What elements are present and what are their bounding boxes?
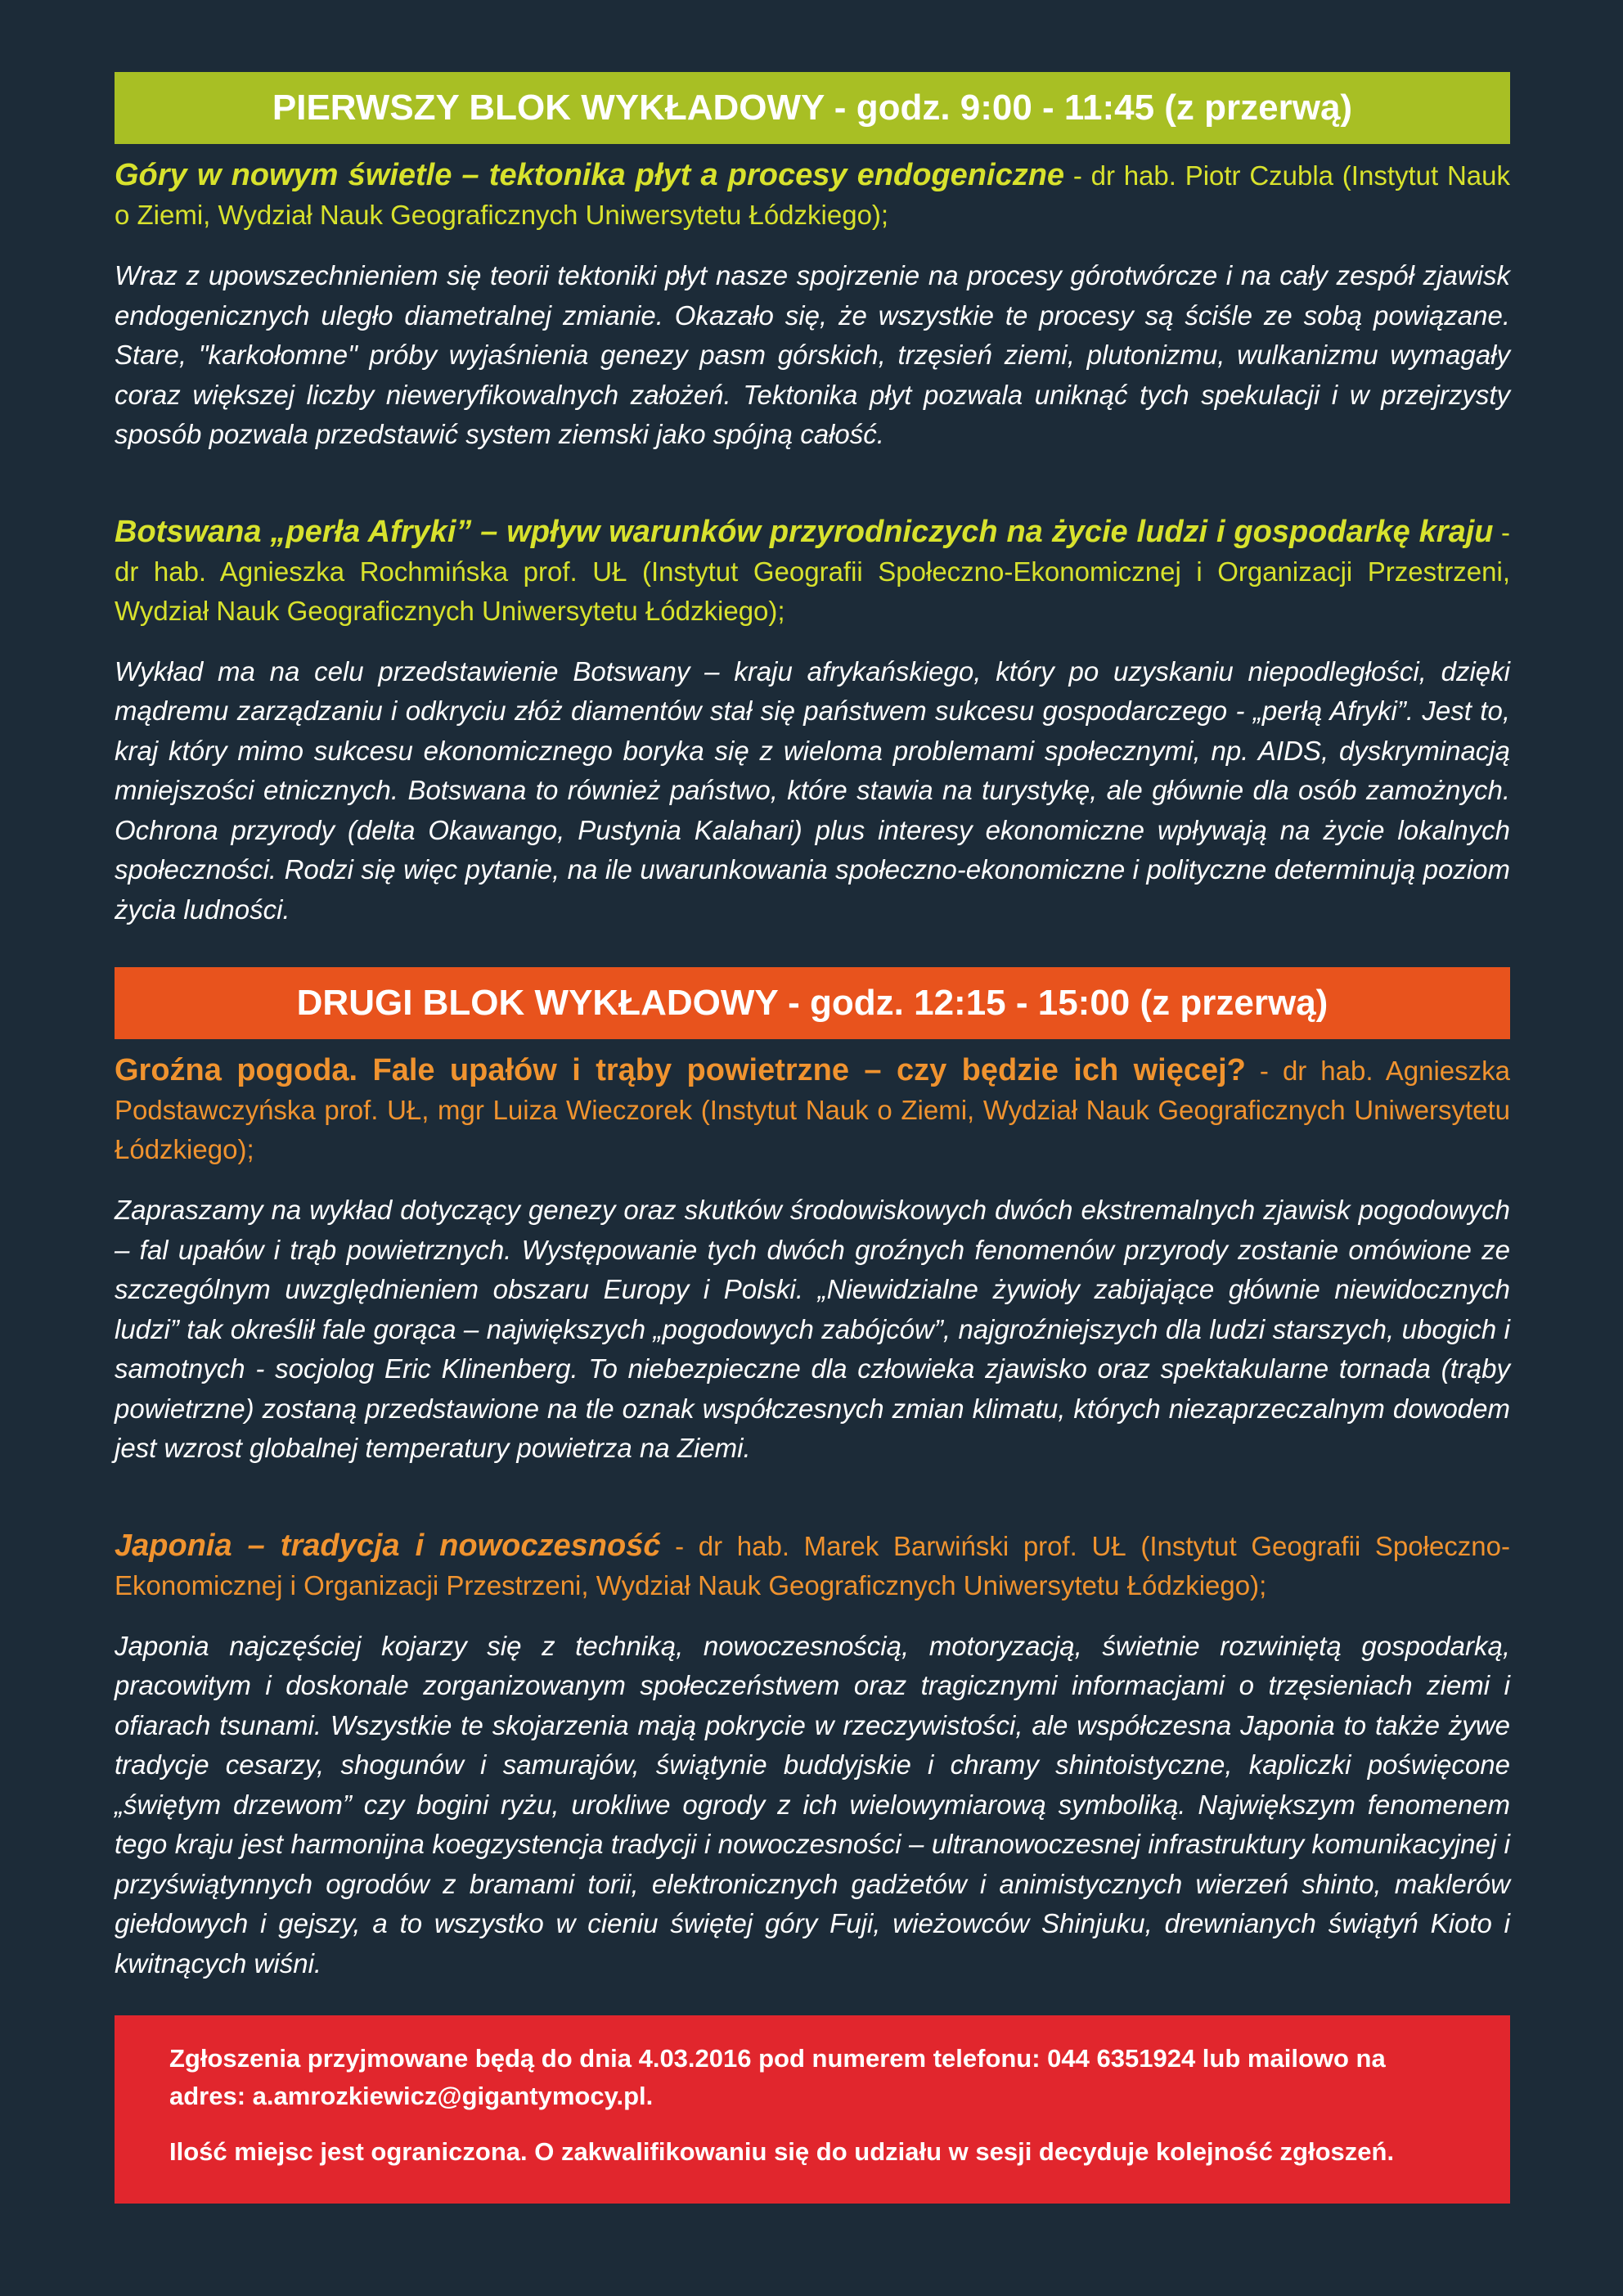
lecture-2-speaker: - dr hab. Agnieszka Rochmińska prof. UŁ (Instytut Geografii Społeczno-Ekonomicznej i Organizacji Przestrzeni, Wydział Nauk Geograficznych Uniwersytetu Łódzkiego); — [115, 516, 1510, 626]
lecture-3-heading — [115, 1051, 1510, 1169]
lecture-2-heading — [115, 512, 1510, 631]
limited-seats-info: Ilość miejsc jest ograniczona. O zakwalifikowaniu się do udziału w sesji decyduje kolejność zgłoszeń. — [169, 2137, 1395, 2166]
lecture-4-description: Japonia najczęściej kojarzy się z techniką, nowoczesnością, motoryzacją, świetnie rozwiniętą gospodarką, pracowitym i doskonale zorganizowanym społeczeństwem oraz tragicznymi informacjami o trzęsieniach ziemi i ofiarach tsunami. Wszystkie te skojarzenia mają pokrycie w rzeczywistości, ale współczesna Japonia to także żywe tradycje cesarzy, shogunów i samurajów, świątynie buddyjskie i chramy shintoistyczne, kapliczki poświęcone „świętym drzewom” czy bogini ryżu, urokliwe ogrody z ich wielowymiarową symboliką. Największym fenomenem tego kraju jest harmonijna koegzystencja tradycji i nowoczesności – ultranowoczesnej infrastruktury komunikacyjnej i przyświątynnych ogrodów z bramami torii, elektronicznych gadżetów i animistycznych wierzeń shinto, maklerów giełdowych i gejszy, a to wszystko w cieniu świętej góry Fuji, wieżowców Shinjuku, drewnianych świątyń Kioto i kwitnących wiśni. — [115, 1630, 1510, 1979]
lecture-4-heading — [115, 1526, 1510, 1605]
block2-header: DRUGI BLOK WYKŁADOWY - godz. 12:15 - 15:00 (z przerwą) — [115, 967, 1510, 1039]
lecture-1-heading — [115, 155, 1510, 235]
lecture-1-description: Wraz z upowszechnieniem się teorii tektoniki płyt nasze spojrzenie na procesy górotwórcze i na cały zespół zjawisk endogenicznych uległo diametralnej zmianie. Okazało się, że wszystkie te procesy są ściśle ze sobą powiązane. Stare, "karkołomne" próby wyjaśnienia genezy pasm górskich, trzęsień ziemi, plutonizmu, wulkanizmu wymagały coraz większej liczby nieweryfikowalnych założeń. Tektonika płyt pozwala uniknąć tych spekulacji i w przejrzysty sposób pozwala przedstawić system ziemski jako spójną całość. — [115, 260, 1510, 449]
lecture-1-speaker: - dr hab. Piotr Czubla (Instytut Nauk o Ziemi, Wydział Nauk Geograficznych Uniwersytetu Łódzkiego); — [115, 160, 1510, 230]
lecture-2-title: Botswana „perła Afryki” – wpływ warunków przyrodniczych na życie ludzi i gospodarkę kraju — [115, 514, 1494, 549]
lecture-3-speaker: - dr hab. Agnieszka Podstawczyńska prof. UŁ, mgr Luiza Wieczorek (Instytut Nauk o Ziemi, Wydział Nauk Geograficznych Uniwersytetu Łódzkiego); — [115, 1056, 1510, 1164]
lecture-2-description: Wykład ma na celu przedstawienie Botswany – kraju afrykańskiego, który po uzyskaniu niepodległości, dzięki mądremu zarządzaniu i odkryciu złóż diamentów stał się państwem sukcesu gospodarczego - „perłą Afryki”. Jest to, kraj który mimo sukcesu ekonomicznego boryka się z wieloma problemami społecznymi, np. AIDS, dyskryminacją mniejszości etnicznych. Botswana to również państwo, które stawia na turystykę, ale głównie dla osób zamożnych. Ochrona przyrody (delta Okawango, Pustynia Kalahari) plus interesy ekonomiczne wpływają na życie lokalnych społeczności. Rodzi się więc pytanie, na ile uwarunkowania społeczno-ekonomiczne i polityczne determinują poziom życia ludności. — [115, 655, 1510, 925]
registration-notice — [115, 2015, 1510, 2204]
lecture-3-description: Zapraszamy na wykład dotyczący genezy oraz skutków środowiskowych dwóch ekstremalnych zjawisk pogodowych – fal upałów i trąb powietrznych. Występowanie tych dwóch groźnych fenomenów przyrody zostanie omówione ze szczególnym uwzględnieniem obszaru Europy i Polski. „Niewidzialne żywioły zabijające głównie niewidocznych ludzi” tak określił fale gorąca – największych „pogodowych zabójców”, najgroźniejszych dla ludzi starszych, ubogich i samotnych - socjolog Eric Klinenberg. To niebezpieczne dla człowieka zjawisko oraz spektakularne tornada (trąby powietrzne) zostaną przedstawione na tle oznak współczesnych zmian klimatu, których niezaprzeczalnym dowodem jest wzrost globalnej temperatury powietrza na Ziemi. — [115, 1195, 1510, 1463]
lecture-4-title: Japonia – tradycja i nowoczesność — [115, 1528, 661, 1563]
lecture-3-title: Groźna pogoda. Fale upałów i trąby powietrzne – czy będzie ich więcej? — [115, 1053, 1246, 1087]
lecture-4-speaker: - dr hab. Marek Barwiński prof. UŁ (Instytut Geografii Społeczno-Ekonomicznej i Organizacji Przestrzeni, Wydział Nauk Geograficznych Uniwersytetu Łódzkiego); — [115, 1530, 1510, 1600]
registration-info: Zgłoszenia przyjmowane będą do dnia 4.03.2016 pod numerem telefonu: 044 6351924 lub mailowo na adres: a.amrozkiewicz@gigantymocy.pl. — [169, 2044, 1386, 2110]
lecture-1-title: Góry w nowym świetle – tektonika płyt a procesy endogeniczne — [115, 158, 1065, 192]
lecture-program — [115, 72, 1510, 1983]
block1-header: PIERWSZY BLOK WYKŁADOWY - godz. 9:00 - 11:45 (z przerwą) — [115, 72, 1510, 144]
